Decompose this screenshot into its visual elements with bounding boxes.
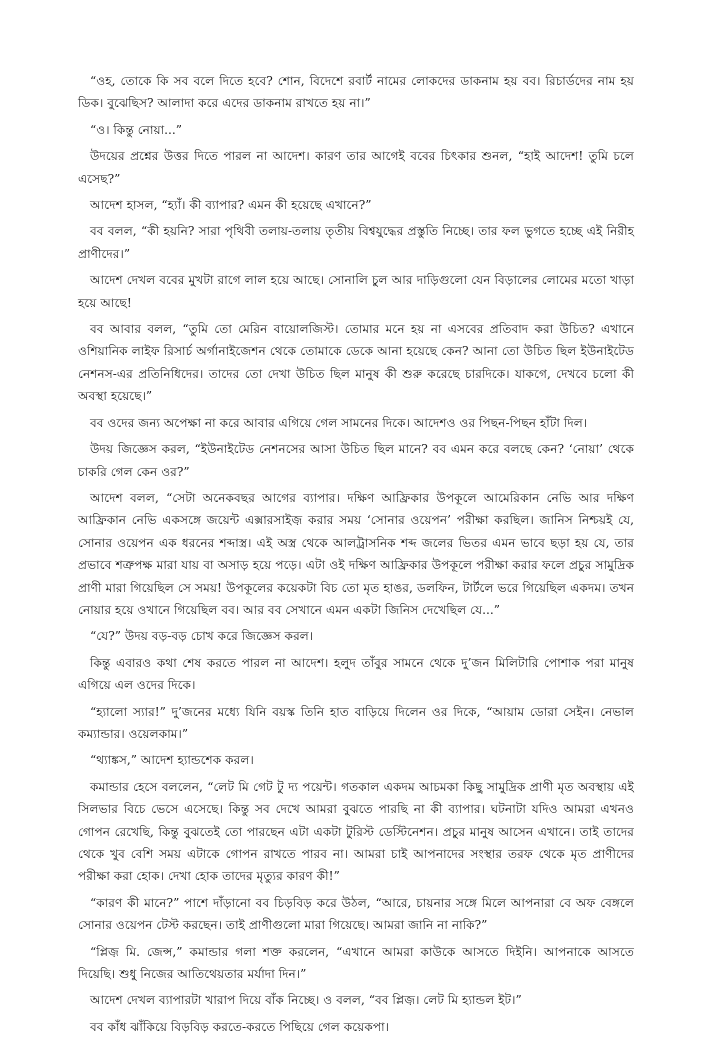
paragraph-14: “থ্যাঙ্কস,” আদেশ হ্যান্ডশেক করল। — [90, 753, 254, 768]
paragraph-11: “যে?” উদয় বড়-বড় চোখ করে জিজ্ঞেস করল। — [90, 629, 314, 644]
paragraph-6: আদেশ দেখল ববের মুখটা রাগে লাল হয়ে আছে। সোনালি চুল আর দাড়িগুলো যেন বিড়ালের লোমের মতো খাড়া হয়ে আছে! — [78, 273, 634, 310]
paragraph-3: উদয়ের প্রশ্নের উত্তর দিতে পারল না আদেশ। কারণ তার আগেই ববের চিৎকার শুনল, “হাই আদেশ! তুমি চলে এসেছ?” — [78, 149, 634, 186]
paragraph-12: কিন্তু এবারও কথা শেষ করতে পারল না আদেশ। হলুদ তাঁবুর সামনে থেকে দু’জন মিলিটারি পোশাক পরা মানুষ এগিয়ে এল ওদের দিকে। — [78, 655, 634, 693]
paragraph-8: বব ওদের জন্য অপেক্ষা না করে আবার এগিয়ে গেল সামনের দিকে। আদেশও ওর পিছন-পিছন হাঁটা দিল। — [90, 415, 588, 430]
paragraph-9: উদয় জিজ্ঞেস করল, “ইউনাইটেড নেশনসের আসা উচিত ছিল মানে? বব এমন করে বলছে কেন? ‘নোয়া’ থেকে চাকরি গেল কেন ওর?” — [78, 442, 634, 479]
paragraph-13: “হ্যালো স্যার!” দু’জনের মধ্যে যিনি বয়স্ক তিনি হাত বাড়িয়ে দিলেন ওর দিকে, “আয়াম ডোরা সেইন। নেভাল কম্যান্ডার। ওয়েলকাম।” — [78, 704, 634, 741]
paragraph-5: বব বলল, “কী হয়নি? সারা পৃথিবী তলায়-তলায় তৃতীয় বিশ্বযুদ্ধের প্রস্তুতি নিচ্ছে। তার ফল ভুগতে হচ্ছে এই নিরীহ প্রাণীদের।” — [78, 224, 634, 261]
paragraph-15: কমান্ডার হেসে বললেন, “লেট মি গেট টু দ্য পয়েন্ট। গতকাল একদম আচমকা কিছু সামুদ্রিক প্রাণী মৃত অবস্থায় এই সিলভার বিচে ভেসে এসেছে। কিন্তু সব দেখে আমরা বুঝতে পারছি না কী ব্যাপার। ঘটনাটা যদিও আমরা এখনও গোপন রেখেছি, কিন্তু বুঝতেই তো পারছেন এটা একটা টুরিস্ট ডেস্টিনেশন। প্রচুর মানুষ আসেন এখানে। তাই তাদের থেকে খুব বেশি সময় এটাকে গোপন রাখতে পারব না। আমরা চাই আপনাদের সংস্থার তরফ থেকে মৃত প্রাণীদের পরীক্ষা করা হোক। দেখা হোক তাদের মৃত্যুর কারণ কী!” — [78, 779, 634, 884]
paragraph-10: আদেশ বলল, “সেটা অনেকবছর আগের ব্যাপার। দক্ষিণ আফ্রিকার উপকূলে আমেরিকান নেভি আর দক্ষিণ আফ্রিকান নেভি একসঙ্গে জয়েন্ট এক্সারসাইজ় করার সময় ‘সোনার ওয়েপন’ পরীক্ষা করছিল। জানিস নিশ্চয়ই যে, সোনার ওয়েপন এক ধরনের শব্দাস্ত্র। এই অস্ত্র থেকে আলট্রাসনিক শব্দ জলের ভিতর এমন ভাবে ছড়া হয় যে, তার প্রভাবে শত্রুপক্ষ মারা যায় বা অসাড় হয়ে পড়ে। এটা ওই দক্ষিণ আফ্রিকার উপকূলে পরীক্ষা করার ফলে প্রচুর সামুদ্রিক প্রাণী মারা গিয়েছিল সে সময়! উপকূলের কয়েকটা বিচ তো মৃত হাঙর, ডলফিন, টার্টলে ভরে গিয়েছিল একদম। তখন নোয়ার হয়ে ওখানে গিয়েছিল বব। আর বব সেখানে এমন একটা জিনিস দেখেছিল যে...” — [78, 490, 634, 617]
paragraph-19: বব কাঁধ ঝাঁকিয়ে বিড়বিড় করতে-করতে পিছিয়ে গেল কয়েকপা। — [90, 1019, 390, 1034]
paragraph-17: “প্লিজ় মি. জেন্স,” কমান্ডার গলা শক্ত করলেন, “এখানে আমরা কাউকে আসতে দিইনি। আপনাকে আসতে দিয়েছি। শুধু নিজের আতিথেয়তার মর্যাদা দিন।” — [78, 944, 634, 982]
paragraph-1: “ওহ, তোকে কি সব বলে দিতে হবে? শোন, বিদেশে রবার্ট নামের লোকদের ডাকনাম হয় বব। রিচার্ডদের নাম হয় ডিক। বুঝেছিস? আলাদা করে এদের ডাকনাম রাখতে হয় না।” — [78, 74, 634, 111]
paragraph-16: “কারণ কী মানে?” পাশে দাঁড়ানো বব চিড়বিড় করে উঠল, “আরে, চায়নার সঙ্গে মিলে আপনারা বে অফ বেঙ্গলে সোনার ওয়েপন টেস্ট করছেন। তাই প্রাণীগুলো মারা গিয়েছে। আমরা জানি না নাকি?” — [78, 895, 634, 933]
paragraph-4: আদেশ হাসল, “হ্যাঁ। কী ব্যাপার? এমন কী হয়েছে এখানে?” — [90, 198, 372, 213]
paragraph-2: “ও। কিন্তু নোয়া...” — [90, 122, 183, 137]
paragraph-7: বব আবার বলল, “তুমি তো মেরিন বায়োলজিস্ট। তোমার মনে হয় না এসবের প্রতিবাদ করা উচিত? এখানে ওশিয়ানিক লাইফ রিসার্চ অর্গানাইজেশন থেকে তোমাকে ডেকে আনা হয়েছে কেন? আনা তো উচিত ছিল ইউনাইটেড নেশনস-এর প্রতিনিধিদের। তাদের তো দেখা উচিত ছিল মানুষ কী শুরু করেছে চারদিকে। যাকগে, দেখবে চলো কী অবস্থা হয়েছে।” — [78, 322, 634, 404]
book-page — [78, 70, 634, 1042]
paragraph-18: আদেশ দেখল ব্যাপারটা খারাপ দিয়ে বাঁক নিচ্ছে। ও বলল, “বব প্লিজ়। লেট মি হ্যান্ডল ইট।” — [90, 993, 522, 1008]
